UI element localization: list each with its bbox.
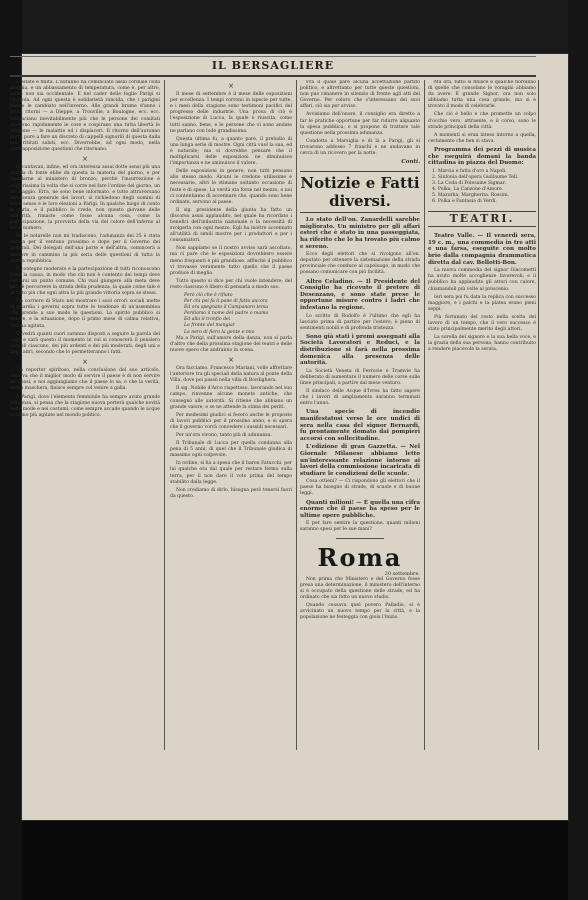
column-rule <box>538 80 539 750</box>
article-paragraph: Ora facciamo. Francesco Mariani, volle affrettare l'anteriore tra gli speciali della natura al ponte della Villa, dove poi passò nella villa di Bordighera. <box>170 366 292 384</box>
column-2 <box>170 80 292 750</box>
scan-bottom-edge <box>22 820 568 900</box>
column-4 <box>428 80 536 750</box>
article-paragraph: Si cantavan, infine, ed ora interessa assai dotte sensi più una notizia di fonte ebbe da questa la materia del giorno, e per riparlarne al ministero di bronzo; perchè l'insurrezione è volgarissima la volta che si corre nel fare l'ordine del giorno, un 16 maggio. Erra, ne sono bene informato, e tutto attraversano un'assenza generale dei lavori, si richiedono degli uomini di buon senso e le loro elezioni a Parigi. In qualche luogo di conto si parla, e il pubblico lo crede, non questo giovane delle maturità, rimaste come fosse alcuna cosa, come la partecipazione, la provvista della via del colore dell'inferno al buon numero. <box>10 165 160 232</box>
article-paragraph: Non crediamo di dirlo, bisogna però tenersi fuori da questo. <box>170 487 292 499</box>
article-paragraph: Non sappiamo se il nostro avviso sarà ascoltato, ma ci pare che le esposizioni dovrebbero essere meno frequenti e più grandiose, affinchè il pubblico vi trovasse veramente tutto quello che il paese produce di meglio. <box>170 246 292 276</box>
divider <box>336 538 384 539</box>
article-paragraph: Quando cessava quel povero Palladio, si è avvicinato un nuovo tempo per la città, e la popolazione ne festeggia con gioia l'inizio. <box>300 603 420 621</box>
article-paragraph: La sorella del signore e la sua bella voce, e la grazia della sua persona, hanno contribuito a rendere piacevole la serata. <box>428 335 536 353</box>
column-3 <box>300 80 420 750</box>
poem-line: Perdiamo il nome del padre o mamo <box>184 311 269 317</box>
article-paragraph: Ecco degli elettori che si rivolgono all'on. deputato per ottenere la sistemazione della strada provinciale che conduce al capoluogo, in modo che possano comunicare con più facilità. <box>300 252 420 276</box>
news-lead: Sono già stati i premi assegnati alla Società Lavoratori e Reduci, e la distribuzione si farà nella prossima domenica alla presenza delle autorità. <box>300 333 420 367</box>
list-item: 5. Mazurka, Margherita. Rossini. <box>432 193 510 199</box>
article-paragraph: Avvisiamo dell'onore, il consiglio era diretto a far le pratiche opportune per far ridurre alquanto la spesa pubblica; e si propone di trattare tale questione nella prossima adunanza. <box>300 112 420 136</box>
article-paragraph: Che ciò è bello e che promette un colpo d'occhio vero, attraente, e il corso, sono le strade principali della città. <box>428 112 536 130</box>
column-1 <box>10 80 160 750</box>
article-paragraph: Ma ora, tutto si finisce e qualche fiorellino di quelle che consolano le voragini abbiamo da avere. E grande Signor, ora non solo abbiamo tutta una cosa grande, ma si è trovato il modo di celebrarle. <box>428 80 536 110</box>
article-paragraph: Se le notarelle non mi tradiscono, l'adunanza dei 25 è stata fissata per il ventuno prossimo e dopo per il Governo dei generali. Dei delegati dell'una parte e dell'altra, comincerà a mettere in cammino la più seria delle questioni di tutta la nostra repubblica. <box>10 234 160 264</box>
article-paragraph: A Parigi, dove l'elemento femminile ha sempre avuto grande influenza, si pensa che la stagione nuova porterà qualche novità nelle mode e nei costumi, come sempre accade quando le acque si fanno più agitate nel mondo politico. <box>10 394 160 418</box>
poem-line: Ed alla il tronfio dei <box>184 317 231 323</box>
article-paragraph: Un reporter spiritoso, nella conclusione del suo articolo, osserva che il miglior modo di servire il paese è di non servire se stessi; e noi aggiungiamo che il paese lo sa, e che la verità, senza maschera, finisce sempre col venire a galla. <box>10 368 160 392</box>
article-paragraph: In ordine, si ha a spesa che il baron Fatucchi, per lui qualche ora dal quale per restare fermo sulla terra, per il non dare il voto prima del tempo stabilito dalla legge. <box>170 461 292 485</box>
news-lead: Altro Celadino. — Il Presidente del Consiglio ha ricevuto il pretore di Desenzano, e sono state prese le opportune misure contro i ladri che infestano la regione. <box>300 278 420 311</box>
list-item: 3. La Coda di Polesaine Sigmar. <box>432 180 506 186</box>
list-item: 4. Polka, La Canzone d'Amore. <box>432 187 504 192</box>
article-paragraph: Delle esposizioni in genere, non tutti pensano allo stesso modo. Alcuni le credono utilissime e necessarie, altri le stimano soltanto occasione di feste e di spese. La verità sta forse nel mezzo, e noi ci contentiamo di accennare che, quando sono bene ordinate, servono al paese. <box>170 169 292 205</box>
section-heading-roma: Roma <box>317 542 403 572</box>
poem-block <box>170 293 292 336</box>
news-lead: Lo stato dell'on. Zanardelli sarebbe migliorato. Un ministro per gli affari esteri che è stato in una passeggiata, ha riferito che lo ha trovato più calmo e sereno. <box>300 217 420 250</box>
article-paragraph: Lo scritto di Rodolfo è l'ultimo che egli ha lasciato prima di partire per l'estero; è pieno di sentimenti nobili e di profonda tristezza. <box>300 313 420 331</box>
article-paragraph: La nuova commedia del signor Giacometti ha avuto molte accoglienze favorevoli; e il pubblico ha applaudito gli attori con calore, chiamandoli più volte al proscenio. <box>428 268 536 292</box>
article-paragraph: Questa ultima fu, a quanto pare, il preludio di una lunga serie di mostre. Ogni città vuol la sua, ed è naturale; ma si dovrebbe pensare che il moltiplicarsi delle esposizioni ne diminuisce l'importanza e ne sminuisce il valore. <box>170 136 292 167</box>
dateline: 20 settembre. <box>384 570 420 577</box>
poem-line: Però ciò che è rifiuto <box>184 293 233 298</box>
news-lead: Una specie di incendio manifestatosi verso le ore undici di sera nella casa del signor Bernardi, fu prontamente domato dai pompieri accorsi con sollecitudine. <box>300 409 420 442</box>
article-paragraph: Il mese di settembre è il mese delle esposizioni per eccellenza. I tempi corrono in ispecie per tutte, e i mesi della stagione sono testimoni pacifici del progresso delle industrie. Una prova di ciò è l'esposizione di Lucca, la quale è riuscita, come tutti sanno, bene, e le persone che vi sono andate ne parlano con lode grandissima. <box>170 92 292 134</box>
scan-top-edge <box>22 0 568 54</box>
article-paragraph: Più fortunato del resto nella scelta del lavoro di un tempo, che il vero successo è stato principalmente merito degli attori. <box>428 314 536 333</box>
article-paragraph: L'estate è finita. L'autunno ha cominciato assai cordiale colla pioggia, e un abbassamento di temperatura, come è, per altro, solito non sia occidentale. E nel cader delle foglie Parigi si ripopola. Ad ogni questa è solidarietà rancida, che i parigini hanno le cambiato nell'inverno. Alle grandi brume d'anno i primi ritorni — a Dieppe, a Trouville, a Boulogne, ecc. ecc. cominciano inevitabilmente più che le persone dei comitati ricevono rapidamente le cose e cospirano una tutta libertà le stagione — le malattie ed i dispiaceri. Il ritorno dell'autunno porta pure a fare un discreto di cappelli signorili di questa dalla noi, ritirati saluti, ecc. Diverrebbe, ad ogni modo, nella contrapposizione questioni che ritornano. <box>10 80 160 153</box>
scan-right-edge <box>568 0 588 900</box>
article-paragraph: Non prima che Ministero e del Governo fosse presa una determinazione, il ministero dell'interno si è occupato della questione delle strade, ed ha ordinato che sia fatto un nuovo studio. <box>300 576 420 600</box>
article-paragraph: Il contegno moderato e la partecipazione di tutti riconoscono bene la causa, in modo che chi non è contento dei tempi deve cercarsi un punto comune. Chi vuol giungere alla meta deve per sè percorrere la strada della prudenza, la quale come tale è di fatto più che ogni altra la più grande vittoria sopra se stessi. <box>10 266 160 297</box>
poem-line: La nero di fiero la gente e mio <box>184 329 255 335</box>
article-signature: Conti. <box>401 159 420 166</box>
news-lead: Quanti milioni! — È quella una cifra enorme che il paese ha speso per le ultime opere pubbliche. <box>300 499 420 519</box>
column-rule <box>424 80 425 750</box>
music-program-list <box>428 169 536 206</box>
article-paragraph: Il sig. Nobile d'Arco rispettoso, lavorando nel suo campo, rinvenne alcune monete antiche, che consegnò alle autorità. Si ritiene che abbiano un grande valore, e se ne attende la stima dei periti. <box>170 386 292 410</box>
article-paragraph: Un corriere di Stato nel mostrare i suoi orrori sociali mette in guardia i governi sopra tutte le tendenze di un'assemblea che prende a suo modo le questioni. Lo spirito pubblico si muove, e la situazione, dopo il primo mese di calma relativa, ritorna agitata. <box>10 299 160 329</box>
article-paragraph: A momenti si eran inteso intorno a quella, certamente che ben si stava. <box>428 132 536 144</box>
list-item: 6. Polka e Fantasia di Verdi. <box>432 199 497 205</box>
column-rule <box>164 80 165 750</box>
poem-line: La fronte del mangiar <box>184 323 235 329</box>
section-divider-icon: × <box>228 355 234 364</box>
article-paragraph: Per medesimi giudici si fecero anche le proposte di lavori pubblici per il prossimo anno, e si spera che il governo vorrà concedere i sussidi necessari. <box>170 412 292 430</box>
section-divider-icon: × <box>82 155 88 164</box>
article-paragraph: E per fare sentire la questione, quanti milioni saranno spesi per le sue mani? <box>300 521 420 533</box>
article-paragraph: Il sig. presidente della giunta ha fatto un discorso assai applaudito, nel quale ha ricordato i benefici dell'industria nazionale e la necessità di svolgerla con ogni mezzo. Egli ha inoltre accennato all'utilità di simili mostre per i produttori e per i consumatori. <box>170 207 292 244</box>
section-heading-teatri: TEATRI. <box>428 211 536 227</box>
article-paragraph: Fra il quale pare alcuna accettazione partito politico, e altrettanto per tutte queste questioni, non può rimanere in silenzio di fronte agli atti del Governo. Per coloro che s'interessano dei suoi affari, ciò sia per avviso. <box>300 80 420 110</box>
news-lead: Teatro Valle. — Il venerdì sera, 19 c. m., una commedia in tre atti e una farsa, eseguite con molto brio dalla compagnia drammatica diretta dal cav. Bellotti-Bon. <box>428 233 536 266</box>
column-rule <box>296 80 297 750</box>
list-item: 1. Marcia e fatta d'oro a Napoli. <box>432 168 507 174</box>
poem-line: Ed ora spegnato il Campanaro tema <box>184 305 269 311</box>
article-paragraph: Si vedrà quanti cuori saranno disposti a seguire la parola del capo e sarà questo il momento in cui si conoscerà il pensiero vero di ciascuno, dei più ardenti e dei più moderati, degli uni e degli altri, secondo che lo permetteranno i fatti. <box>10 331 160 355</box>
article-paragraph: Il Tribunale di Lucca per quella condanna alla pena di 5 anni, di quel che il Tribunale giudica di massimo ogni colpevole. <box>170 441 292 459</box>
section-divider-icon: × <box>228 82 234 90</box>
article-paragraph: Per un'ora vivono, tanto più di adunanza. <box>176 432 272 438</box>
article-paragraph: Condotto a Marsiglia e di là a Parigi, gli si trovarono addosso 7 franchi e ne andavano in cerca di un ricovero per la notte. <box>300 138 420 157</box>
news-lead: L'edizione di gran Gazzetta. — Nel Giornale Milanese abbiamo letto un'interessante relazione intorno ai lavori della commissione incaricata di studiare le condizioni delle scuole. <box>300 444 420 477</box>
list-item: 2. Sinfonia dell'opera Guillaume Tell. <box>432 174 519 180</box>
article-paragraph: Ieri sera poi fu data la replica con successo maggiore, e i palchi e la platea erano pieni zeppi. <box>428 294 536 312</box>
section-divider-icon: × <box>82 358 88 367</box>
poem-line: Per chi poi fa il pane di fatto ancora <box>184 299 268 305</box>
section-heading-notizie: Notizie e Fatti diversi. <box>300 171 420 213</box>
masthead-title: IL BERSAGLIERE <box>211 59 335 72</box>
masthead <box>10 56 536 77</box>
program-lead: Programma dei pezzi di musica che eseguirà domani la banda cittadina in piazza del Duomo: <box>428 146 536 167</box>
article-paragraph: Il sindaco delle Acque d'Ivrea ha fatto sapere che i lavori di ampliamento saranno terminati entro l'anno. <box>300 389 420 407</box>
article-paragraph: Cosa ottieni? — Ci rispondono gli elettori che il paese ha bisogno di strade, di scuole e di buone leggi. <box>300 479 420 497</box>
article-paragraph: Ma a Parigi, sull'amore della danza, non si parla d'altro che della prossima stagione dei teatri e delle nuove opere che andranno in scena. <box>170 335 292 353</box>
article-paragraph: La Società Veneta di Ferrovie e Tramvie ha deliberato di aumentare il numero delle corse sulle linee principali, a partire dal mese venturo. <box>300 368 420 386</box>
article-paragraph: Tutto questo si dice per chi vuole intendere; del resto ciascuno è libero di pensarla a modo suo. <box>170 278 292 290</box>
